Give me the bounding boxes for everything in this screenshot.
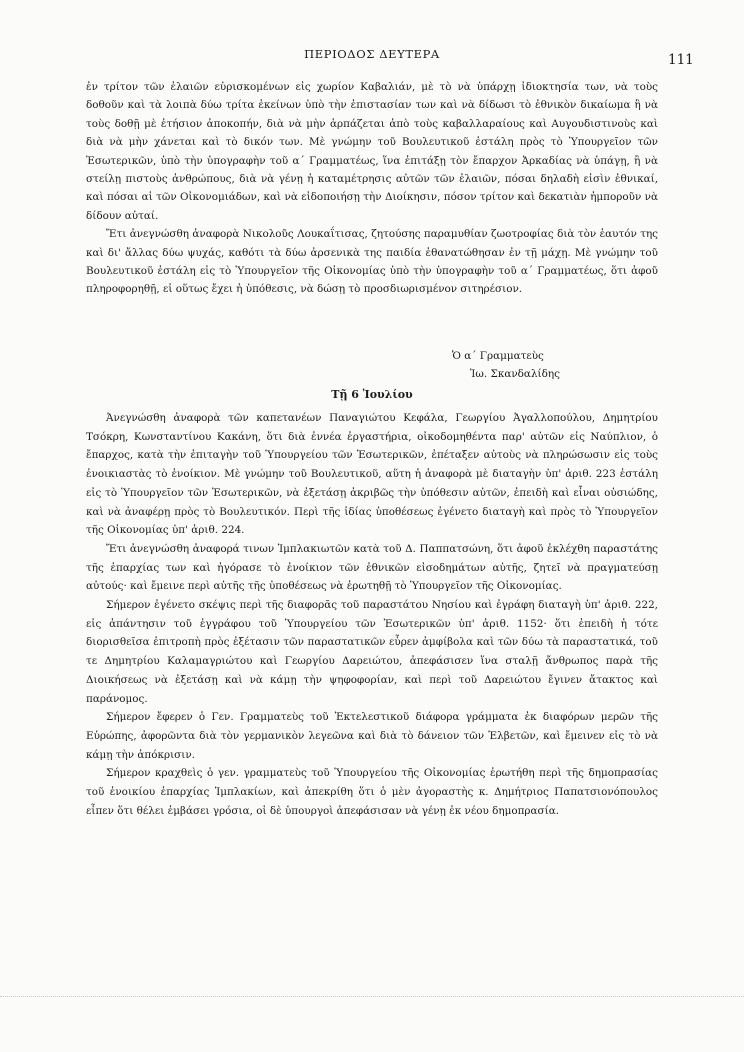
paragraph: Ἀνεγνώσθη ἀναφορὰ τῶν καπετανέων Παναγιώτου Κεφάλα, Γεωργίου Ἀγαλλοπούλου, Δημητρίου Τσόκρη, Κωνσταντίνου Κακάνη, ὅτι διὰ ἐννέα ἐργαστήρια, οἰκοδομηθέντα παρ' αὐτῶν εἰς Ναύπλιον, ὁ ἔπαρχος, κατὰ τὴν ἐπιταγὴν τοῦ Ὑπουργείου τῶν Ἐσωτερικῶν, ἐπέταξεν αὐτοὺς νὰ πληρώσωσιν εἰς τοὺς ἐνοικιαστὰς τὸ ἐνοίκιον. Μὲ γνώμην τοῦ Βουλευτικοῦ, αὕτη ἡ ἀναφορὰ μὲ διαταγὴν ὑπ' ἀριθ. 223 ἐστάλη εἰς τὸ Ὑπουργεῖον τῶν Ἐσωτερικῶν, νὰ ἐξετάσῃ ἀκριβῶς τὴν ὑπόθεσιν αὐτῶν, ἐπειδὴ καὶ εἶναι οὐσιώδης, καὶ νὰ ἀναφέρῃ πρὸς τὸ Βουλευτικόν. Περὶ τῆς ἰδίας ὑποθέσεως ἐγένετο διαταγὴ καὶ πρὸς τὸ Ὑπουργεῖον τῆς Οἰκονομίας ὑπ' ἀριθ. 224. (86, 412, 658, 537)
paragraph: Σήμερον κραχθεὶς ὁ γεν. γραμματεὺς τοῦ Ὑπουργείου τῆς Οἰκονομίας ἐρωτήθη περὶ τῆς δημοπρασίας τοῦ ἐνοικίου ἐπαρχίας Ἰμπλακίων, καὶ ἀπεκρίθη ὅτι ὁ μὲν ἀγοραστὴς κ. Δημήτριος Παπατσιονόπουλος εἶπεν ὅτι θέλει ἐμβάσει γρόσια, οἱ δὲ ὑπουργοὶ ἀπεφάσισαν νὰ γένῃ ἐκ νέου δημοπρασία. (86, 767, 658, 817)
signature-title: Ὁ α΄ Γραμματεὺς (452, 350, 544, 362)
running-header: ΠΕΡΙΟΔΟΣ ΔΕΥΤΕΡΑ (304, 47, 440, 61)
paragraph: Ἔτι ἀνεγνώσθη ἀναφορά τινων Ἰμπλακιωτῶν κατὰ τοῦ Δ. Παππατσώνη, ὅτι ἀφοῦ ἐκλέχθη παραστάτης τῆς ἐπαρχίας των καὶ ἠγόρασε τὸ ἐνοίκιον τῶν ἐθνικῶν εἰσοδημάτων αὐτῆς, ζητεῖ νὰ πραγματεύσῃ αὐτούς· καὶ ἔμεινε περὶ αὐτῆς τῆς ὑποθέσεως νὰ ἐρωτηθῇ τὸ Ὑπουργεῖον τῆς Οἰκονομίας. (86, 542, 658, 593)
scan-edge-line (0, 996, 744, 997)
date-heading: Τῇ 6 Ἰουλίου (331, 388, 413, 401)
paragraph: ἐν τρίτον τῶν ἐλαιῶν εὑρισκομένων εἰς χωρίον Καβαλιάν, μὲ τὸ νὰ ὑπάρχῃ ἰδιοκτησία των, νὰ τοὺς δοθοῦν καὶ τὰ λοιπὰ δύω τρίτα ἐκείνων ὑπὸ τὴν ἐπιστασίαν των καὶ νὰ δίδωσι τὸ ἐθνικὸν δικαίωμα ἢ νὰ τοὺς δοθῇ μὲ ἐτήσιον ἀποκοπήν, διὰ νὰ μὴν ἁρπάζεται ἀπὸ τοὺς καβαλλαραίους καὶ Αυγουδιστινοὺς καὶ διὰ νὰ μὴν χάνεται καὶ τὸ δικόν των. Μὲ γνώμην τοῦ Βουλευτικοῦ ἐστάλη πρὸς τὸ Ὑπουργεῖον τῶν Ἐσωτερικῶν, ὑπὸ τὴν ὑπογραφὴν τοῦ α΄ Γραμματέως, ἵνα ἐπιτάξῃ τὸν ἔπαρχον Ἀρκαδίας νὰ ὑπάγῃ, ἢ νὰ στείλῃ πιστοὺς ἀνθρώπους, διὰ νὰ γένῃ ἡ καταμέτρησις αὐτῶν τῶν ἐλαιῶν, πόσαι δηλαδὴ εἰσὶν ἐθνικαί, καὶ πόσαι αἱ τῶν Οἰκονομιάδων, καὶ νὰ εἰδοποιήσῃ τὴν Διοίκησιν, πόσον τρίτον καὶ δεκατιὰν ἠμποροῦν νὰ δίδουν αὐταί. (86, 81, 658, 222)
paragraph: Ἔτι ἀνεγνώσθη ἀναφορὰ Νικολοῦς Λουκαΐτισας, ζητούσης παραμυθίαν ζωοτροφίας διὰ τὸν ἑαυτόν της καὶ δι' ἄλλας δύω ψυχάς, καθότι τὰ δύω ἀρσενικὰ της παιδία ἐθανατώθησαν ἐν τῇ μάχῃ. Μὲ γνώμην τοῦ Βουλευτικοῦ ἐστάλη εἰς τὸ Ὑπουργεῖον τῆς Οἰκονομίας ὑπὸ τὴν ὑπογραφὴν τοῦ α΄ Γραμματέως, ὅτι ἀφοῦ πληροφορηθῇ, εἰ οὕτως ἔχει ἡ ὑπόθεσις, νὰ δώσῃ τὸ προσδιωρισμένον σιτηρέσιον. (86, 228, 658, 296)
text-block-continuation (86, 78, 658, 299)
text-block-july-6 (86, 409, 658, 820)
paragraph: Σήμερον ἐγένετο σκέψις περὶ τῆς διαφορᾶς τοῦ παραστάτου Νησίου καὶ ἐγράφη διαταγὴ ὑπ' ἀριθ. 222, εἰς ἀπάντησιν τοῦ ἐγγράφου τοῦ Ὑπουργείου τῶν Ἐσωτερικῶν ὑπ' ἀριθ. 1152· ὅτι ἐπειδὴ ἡ τότε διορισθεῖσα ἐπιτροπὴ πρὸς ἐξέτασιν τῶν παραστατικῶν εὗρεν ἀμφίβολα καὶ τῶν δύω τὰ παραστατικά, τοῦ τε Δημητρίου Καλαμαγριώτου καὶ Γεωργίου Δαρειώτου, ἀπεφάσισεν ἵνα σταλῇ ἄνθρωπος παρὰ τῆς Διοικήσεως νὰ ἐξετάσῃ καὶ νὰ κάμῃ τὴν ψηφοφορίαν, καὶ περὶ τοῦ Δαρειώτου ἔγινεν ἄτακτος καὶ παράνομος. (86, 599, 658, 705)
paragraph: Σήμερον ἔφερεν ὁ Γεν. Γραμματεὺς τοῦ Ἐκτελεστικοῦ διάφορα γράμματα ἐκ διαφόρων μερῶν τῆς Εὐρώπης, ἀφορῶντα διὰ τὸν γερμανικὸν λεγεῶνα καὶ διὰ τὸ δάνειον τῶν Ἐλβετῶν, καὶ ἔμεινεν εἰς τὸ νὰ κάμῃ τὴν ἀπόκρισιν. (86, 711, 658, 761)
page-number: 111 (668, 52, 694, 68)
signature-name: Ἰω. Σκανδαλίδης (470, 368, 560, 380)
